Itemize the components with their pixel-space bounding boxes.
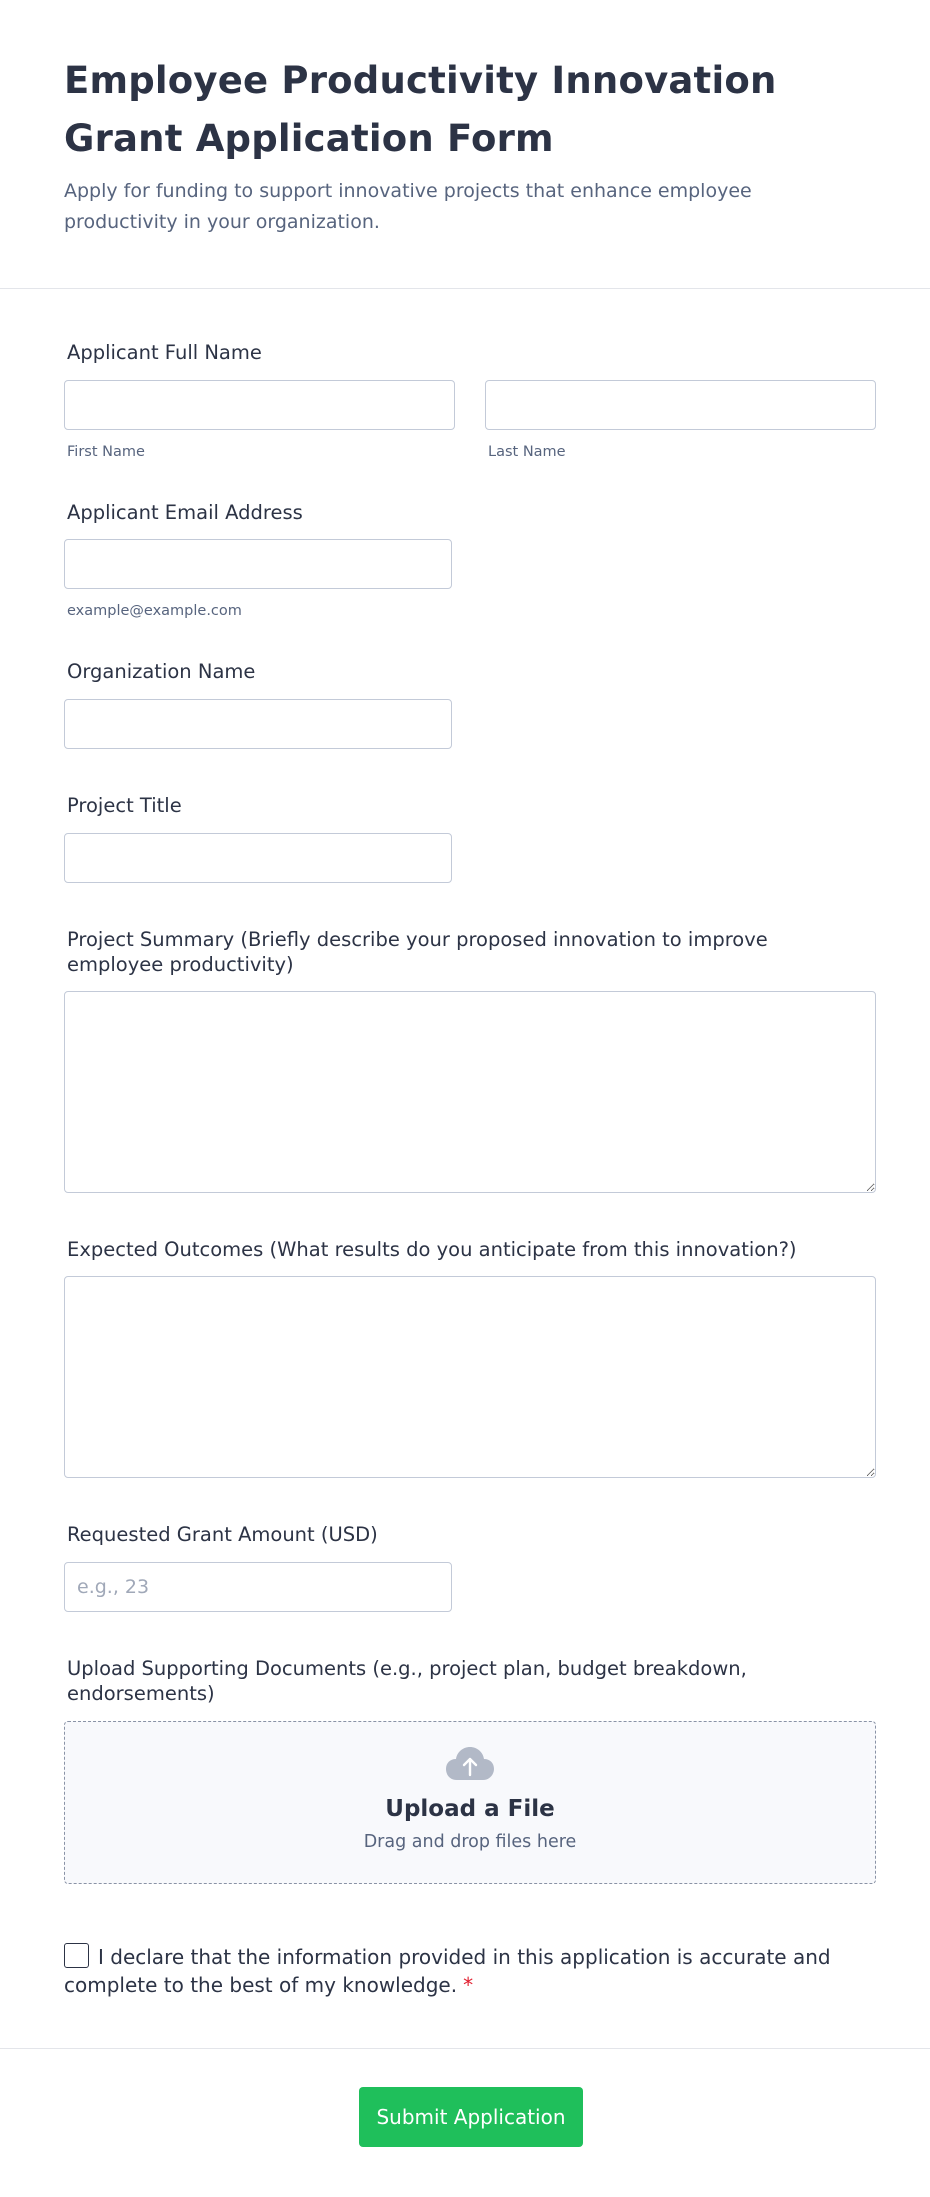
upload-label: Upload Supporting Documents (e.g., project plan, budget breakdown, endorsements) [67,1657,747,1705]
submit-application-button[interactable]: Submit Application [359,2087,583,2147]
form-body [0,340,930,1999]
upload-subtitle: Drag and drop files here [363,1832,577,1852]
project-title-label: Project Title [67,794,182,817]
grant-amount-input[interactable] [64,1562,452,1612]
organization-label: Organization Name [67,660,256,683]
form-header [0,0,930,289]
full-name-row [64,380,876,460]
email-sublabel: example@example.com [67,603,242,619]
project-summary-textarea[interactable] [64,991,876,1193]
project-title-field [64,793,876,883]
cloud-upload-icon [445,1746,495,1786]
project-summary-label: Project Summary (Briefly describe your proposed innovation to improve employee productivity) [67,928,768,976]
required-asterisk: * [463,1973,474,1997]
form-footer [0,2048,930,2197]
declaration-field [64,1943,876,1999]
expected-outcomes-textarea[interactable] [64,1276,876,1478]
page-subtitle: Apply for funding to support innovative projects that enhance employee productivity in your organization. [64,180,752,233]
email-input[interactable] [64,539,452,589]
last-name-col [485,380,876,460]
expected-outcomes-field [64,1237,876,1478]
full-name-field [64,340,876,460]
organization-field [64,659,876,749]
last-name-input[interactable] [485,380,876,430]
page-title: Employee Productivity Innovation Grant Application Form [64,59,777,160]
first-name-sublabel: First Name [67,444,145,460]
last-name-sublabel: Last Name [488,444,566,460]
grant-amount-label: Requested Grant Amount (USD) [67,1523,378,1546]
upload-title: Upload a File [385,1796,555,1822]
full-name-label: Applicant Full Name [67,341,262,364]
project-summary-field [64,927,876,1193]
declaration-text: I declare that the information provided in this application is accurate and complete to the best of my knowledge. [64,1945,831,1997]
email-field [64,500,876,619]
expected-outcomes-label: Expected Outcomes (What results do you anticipate from this innovation?) [67,1238,797,1261]
first-name-input[interactable] [64,380,455,430]
first-name-col [64,380,455,460]
email-label: Applicant Email Address [67,501,303,524]
organization-input[interactable] [64,699,452,749]
project-title-input[interactable] [64,833,452,883]
grant-amount-field [64,1522,876,1612]
upload-field [64,1656,876,1884]
declaration-checkbox[interactable] [64,1943,89,1968]
file-upload-dropzone[interactable] [64,1721,876,1884]
